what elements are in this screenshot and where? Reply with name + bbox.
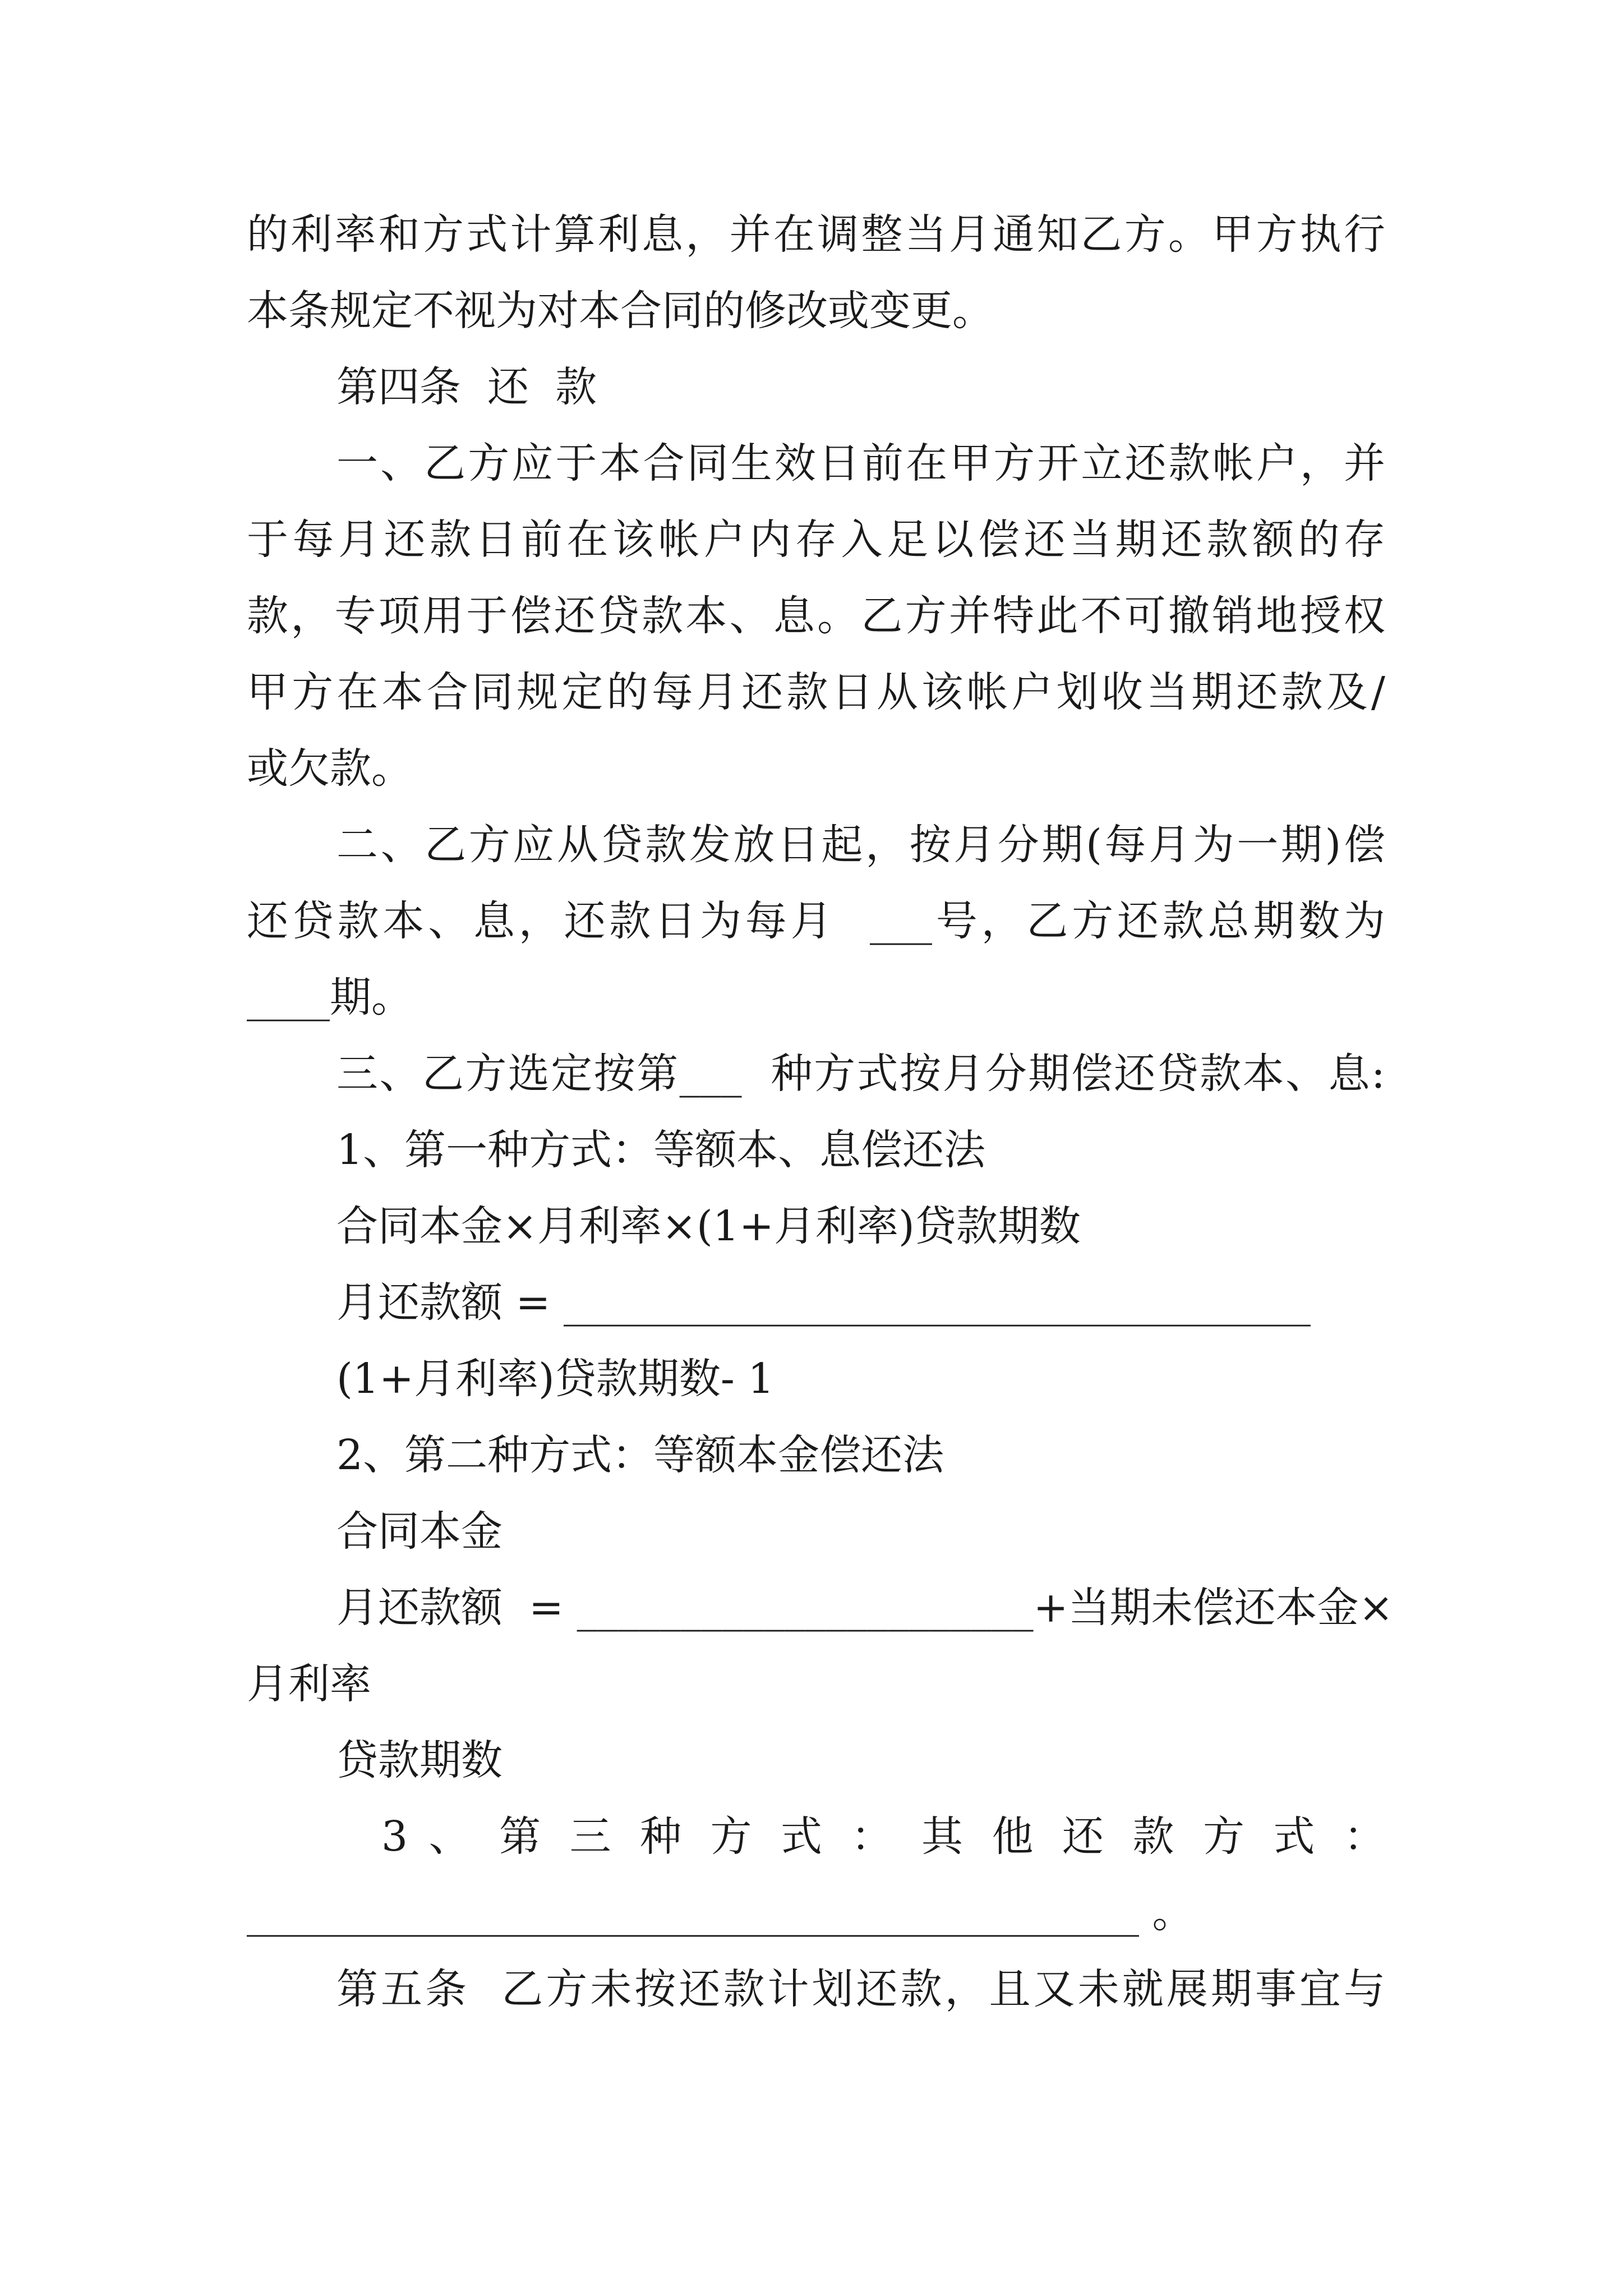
method-2-denominator: 贷款期数 — [336, 1736, 502, 1784]
method-1-numerator: 合同本金×月利率×(1+月利率)贷款期数 — [336, 1202, 1081, 1250]
body-line-2: 本条规定不视为对本合同的修改或变更。 — [247, 287, 994, 335]
clause-1-line-1: 一、乙方应于本合同生效日前在甲方开立还款帐户，并 — [336, 439, 1385, 487]
article-4-heading: 第四条 还 款 — [336, 363, 597, 411]
method-2-formula: 月还款额 = ______________________+当期未偿还本金× — [336, 1584, 1394, 1632]
method-3-line-2: ___________________________________________ 。 — [247, 1889, 1194, 1937]
clause-1-line-4: 甲方在本合同规定的每月还款日从该帐户划收当期还款及/ — [247, 668, 1385, 716]
method-2-formula-cont: 月利率 — [247, 1660, 371, 1708]
clause-1-line-2: 于每月还款日前在该帐户内存入足以偿还当期还款额的存 — [247, 516, 1385, 564]
clause-2-line-1: 二、乙方应从贷款发放日起，按月分期(每月为一期)偿 — [336, 821, 1385, 869]
method-1-heading: 1、第一种方式：等额本、息偿还法 — [336, 1126, 986, 1174]
method-1-denominator: (1+月利率)贷款期数- 1 — [336, 1355, 774, 1403]
clause-2-line-3: ____期。 — [247, 973, 413, 1022]
clause-1-line-5: 或欠款。 — [247, 744, 413, 793]
method-1-formula: 月还款额 = ____________________________________ — [336, 1278, 1311, 1327]
method-2-numerator: 合同本金 — [336, 1507, 502, 1556]
article-5-line-1: 第五条 乙方未按还款计划还款，且又未就展期事宜与 — [336, 1965, 1385, 2013]
clause-1-line-3: 款，专项用于偿还贷款本、息。乙方并特此不可撤销地授权 — [247, 592, 1385, 640]
clause-3-line-1: 三、乙方选定按第___ 种方式按月分期偿还贷款本、息: — [336, 1050, 1385, 1098]
method-3-line-1: 3 、 第 三 种 方 式 ： 其 他 还 款 方 式 ： — [381, 1812, 1385, 1861]
body-line-1: 的利率和方式计算利息，并在调整当月通知乙方。甲方执行 — [247, 210, 1385, 259]
clause-2-line-2: 还贷款本、息，还款日为每月 ___号，乙方还款总期数为 — [247, 897, 1385, 945]
method-2-heading: 2、第二种方式：等额本金偿还法 — [336, 1431, 944, 1479]
